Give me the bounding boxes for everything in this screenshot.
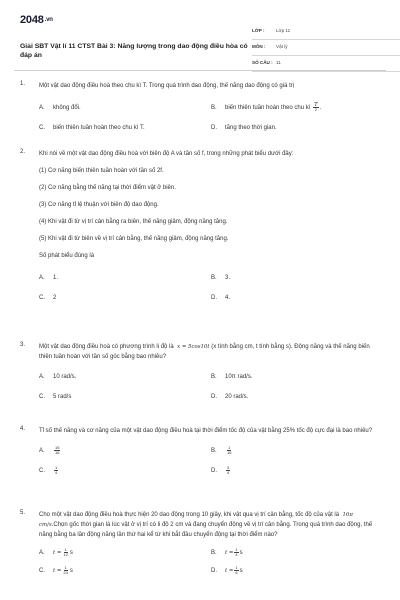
option-letter: C.: [39, 393, 45, 400]
statement-3: (3) Cơ năng tỉ lệ thuận với biên độ dao động.: [39, 202, 159, 208]
fraction-denominator: 16: [227, 450, 232, 455]
question-number: 1.: [20, 81, 26, 87]
question-number: 5.: [20, 510, 26, 516]
option-b[interactable]: B. biến thiên tuần hoàn theo chu kì $\frac{T}{2}$ .: [211, 102, 322, 112]
fraction: [54, 466, 58, 475]
options-grid: [39, 548, 379, 575]
option-d[interactable]: [211, 466, 379, 475]
option-c[interactable]: [39, 566, 211, 575]
option-letter: A.: [39, 274, 45, 281]
question-text: Tỉ số thế năng và cơ năng của một vật dao động điều hoà tại thời điểm tốc độ của vật bằng 25% tốc độ cực đại là bao nhiêu?: [39, 428, 373, 434]
fraction: [234, 548, 238, 557]
option-letter: D.: [211, 567, 217, 574]
fraction-numerator: 15: [55, 445, 60, 450]
meta-value: Lớp 11: [276, 28, 291, 33]
fraction-numerator: 1: [235, 547, 238, 552]
question-text-part: (x tính bằng cm, t tính bằng s). Động năng và thế năng biến thiên tuần hoàn với tần số góc bằng bao nhiêu?: [39, 344, 370, 360]
option-d[interactable]: [211, 123, 379, 132]
question-number: 2.: [20, 149, 26, 155]
fraction: [62, 548, 68, 557]
question-2: [20, 149, 382, 302]
fraction-numerator: T: [314, 102, 318, 108]
option-text: biến thiên tuần hoàn theo chu kì: [225, 104, 311, 111]
statement-2: (2) Cơ năng bằng thế năng tại thời điểm vật ở biên.: [39, 185, 176, 191]
page-title: Giải SBT Vật lí 11 CTST Bài 3: Năng lượng trong dao động điều hòa có đáp án: [20, 43, 248, 59]
option-letter: D.: [211, 124, 217, 131]
unit: s: [239, 567, 243, 574]
option-c[interactable]: [39, 293, 211, 302]
option-letter: A.: [39, 104, 45, 111]
option-text: 1.: [53, 274, 59, 281]
option-d[interactable]: [211, 293, 379, 302]
statement-1: (1) Cơ năng biến thiên tuần hoàn với tần số 2f.: [39, 168, 164, 174]
option-letter: C.: [39, 294, 45, 301]
option-letter: D.: [211, 467, 217, 474]
unit: s: [69, 549, 73, 556]
fraction-denominator: 12: [63, 552, 68, 557]
option-b[interactable]: [211, 548, 379, 557]
fraction-denominator: 16: [55, 450, 60, 455]
document-header: [20, 10, 382, 64]
question-text-part: Cho một vật dao động điều hoà thực hiện 20 dao động trong 10 giây, khi vật qua vị trí cân bằng, tốc độ của vật là: [39, 512, 340, 518]
option-b[interactable]: [211, 372, 379, 381]
question-4: [20, 426, 382, 475]
options-grid: [39, 103, 379, 132]
meta-row-subject: [252, 40, 400, 56]
fraction-numerator: 1: [64, 565, 67, 570]
fraction-numerator: 1: [235, 565, 238, 570]
option-letter: A.: [39, 447, 45, 454]
fraction: [226, 446, 232, 455]
option-letter: C.: [39, 124, 45, 131]
fraction-denominator: 2: [314, 107, 317, 112]
option-c[interactable]: [39, 392, 211, 401]
question-5: [20, 510, 382, 575]
question-text-part: .Chọn gốc thời gian là lúc vật ở vị trí có li độ 2 cm và đang chuyển động về vị trí cân bằng. Trong quá trình dao động, thế năng bằng ba lần động năng lần thứ hai kể từ khi bắt đầu chuyển động tại thời điểm nào?: [39, 522, 373, 538]
site-logo[interactable]: [20, 14, 53, 26]
option-a[interactable]: [39, 446, 211, 455]
option-letter: B.: [211, 549, 217, 556]
options-grid: [39, 273, 379, 302]
statement-5: (5) Khi vật đi từ biên về vị trí cân bằng, thế năng giảm, động năng tăng.: [39, 236, 229, 242]
option-letter: D.: [211, 294, 217, 301]
formula-prefix: t =: [225, 567, 234, 574]
option-a[interactable]: [39, 273, 211, 282]
option-text: biến thiên tuần hoàn theo chu kì T.: [53, 124, 145, 131]
option-a[interactable]: [39, 103, 211, 112]
formula-prefix: t =: [225, 549, 234, 556]
statement-prompt: Số phát biểu đúng là: [39, 253, 95, 259]
question-1: [20, 81, 382, 132]
option-c[interactable]: [39, 123, 211, 132]
statement-4: (4) Khi vật đi từ vị trí cân bằng ra biên, thế năng giảm, động năng tăng.: [39, 219, 228, 225]
fraction-denominator: 4: [55, 470, 58, 475]
question-text-part: Một vật dao động điều hoà có phương trình li độ là: [39, 344, 174, 350]
fraction-numerator: 1: [64, 547, 67, 552]
meta-table: [252, 24, 400, 72]
unit: s: [69, 567, 73, 574]
fraction-denominator: 24: [63, 570, 68, 575]
meta-label: LỚP :: [252, 28, 265, 33]
fraction: [313, 103, 319, 112]
option-text: không đổi.: [53, 104, 81, 111]
fraction-denominator: 6: [235, 570, 238, 575]
option-text: 3.: [225, 274, 231, 281]
meta-label: SỐ CÂU :: [252, 60, 273, 65]
option-text: 5 rad/s: [53, 393, 72, 400]
question-text: [39, 510, 382, 540]
option-d[interactable]: [211, 392, 379, 401]
options-grid: [39, 372, 379, 401]
option-b[interactable]: [211, 273, 379, 282]
question-text: Khi nói về một vật dao động điều hoà với biên độ A và tần số f, trong những phát biểu dưới đây:: [39, 151, 294, 157]
option-a[interactable]: [39, 372, 211, 381]
fraction-denominator: 4: [227, 470, 230, 475]
logo-text: 2048: [20, 14, 44, 26]
fraction: [226, 466, 230, 475]
fraction: [234, 566, 238, 575]
option-text: 4.: [225, 294, 231, 301]
meta-value: 11: [276, 60, 281, 65]
option-letter: D.: [211, 393, 217, 400]
options-grid: [39, 446, 379, 475]
fraction-numerator: 1: [228, 445, 231, 450]
option-text: tăng theo thời gian.: [225, 124, 277, 131]
question-3: [20, 342, 382, 401]
option-letter: B.: [211, 274, 217, 281]
fraction-numerator: 1: [55, 465, 58, 470]
question-number: 4.: [20, 426, 26, 432]
question-number: 3.: [20, 342, 26, 348]
formula-prefix: t =: [53, 567, 62, 574]
option-letter: B.: [211, 104, 217, 111]
option-text: 10 rad/s.: [53, 373, 77, 380]
formula-prefix: t =: [53, 549, 62, 556]
meta-label: MÔN :: [252, 44, 266, 49]
fraction: [62, 566, 68, 575]
unit: s: [239, 549, 243, 556]
option-b[interactable]: [211, 446, 379, 455]
option-a[interactable]: [39, 548, 211, 557]
option-text: 2: [53, 294, 57, 301]
header-divider: [14, 70, 386, 71]
question-text: Một vật dao động điều hoà theo chu kì T. Trong quá trình dao động, thế năng dao động có giá trị: [39, 83, 295, 89]
fraction-numerator: 3: [227, 465, 230, 470]
option-letter: C.: [39, 567, 45, 574]
option-letter: C.: [39, 467, 45, 474]
option-letter: A.: [39, 373, 45, 380]
formula: x = 5cos10t: [177, 344, 210, 350]
option-letter: B.: [211, 373, 217, 380]
fraction-denominator: 4: [235, 552, 238, 557]
meta-value: Vật lý: [276, 44, 288, 49]
option-letter: A.: [39, 549, 45, 556]
option-text: 20 rad/s.: [225, 393, 249, 400]
question-text: [39, 342, 382, 362]
option-text: 10π rad/s.: [225, 373, 253, 380]
option-letter: B.: [211, 447, 217, 454]
fraction: [54, 446, 60, 455]
meta-row-class: [252, 24, 400, 40]
logo-suffix: .vn: [44, 17, 53, 24]
option-c[interactable]: [39, 466, 211, 475]
option-d[interactable]: [211, 566, 379, 575]
formula: 16π cm/s: [39, 512, 353, 528]
